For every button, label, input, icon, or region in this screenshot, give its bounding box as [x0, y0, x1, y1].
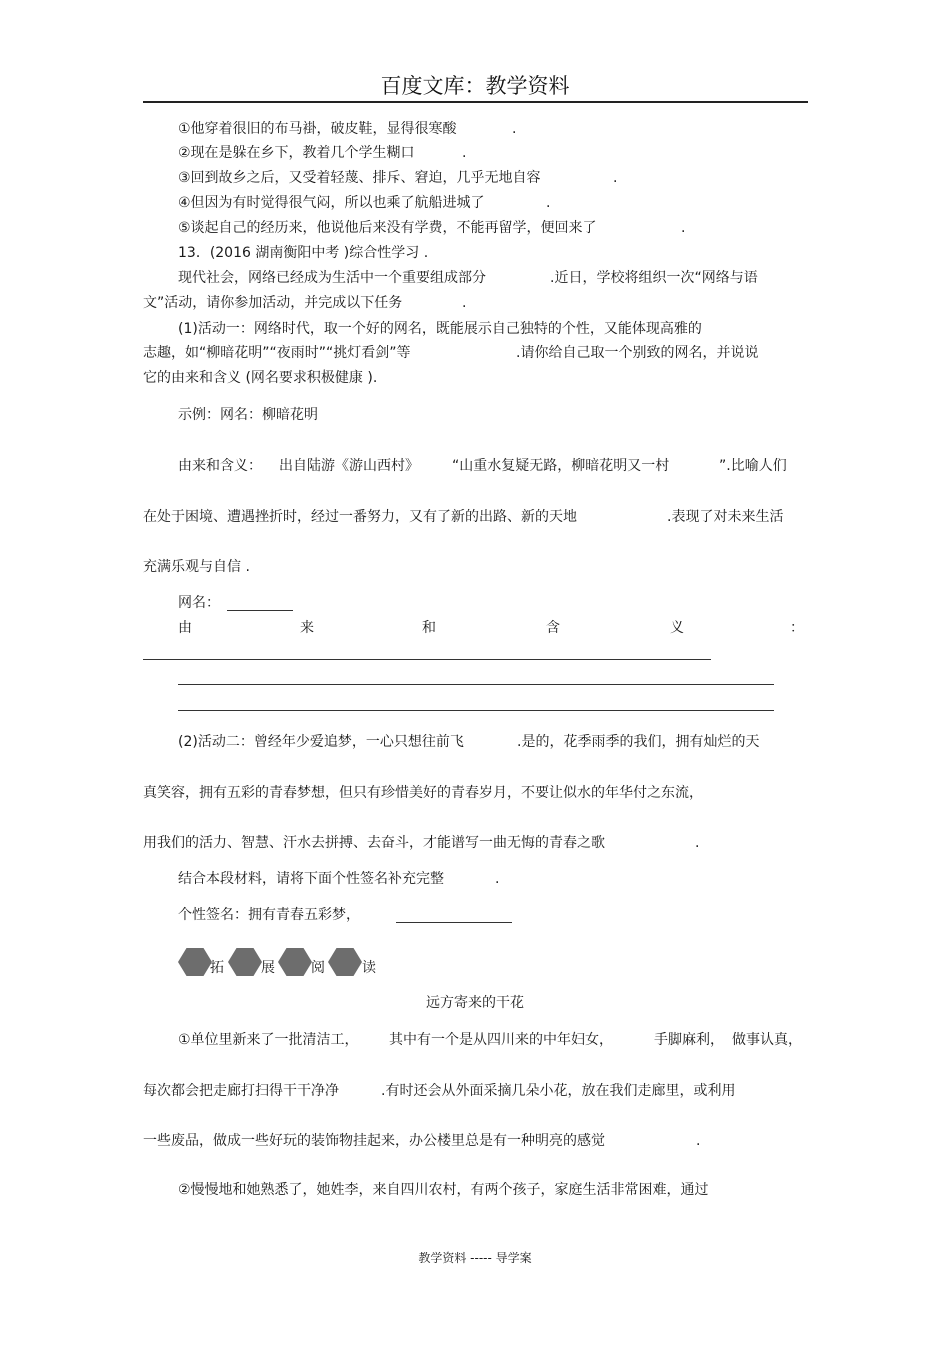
- hexagon-icon: [228, 948, 262, 976]
- signature-line: 个性签名：拥有青春五彩梦，: [178, 907, 360, 923]
- activity1-line-end: .请你给自己取一个别致的网名，并说说: [516, 345, 759, 361]
- hexagon-icon: [328, 948, 362, 976]
- item-period: .: [462, 145, 467, 161]
- section-char: 阅: [311, 960, 325, 976]
- origin-label-char: 和: [422, 620, 436, 636]
- intro-line: 文”活动，请你参加活动，并完成以下任务: [143, 295, 403, 311]
- answer-blank-line[interactable]: [178, 684, 774, 685]
- origin-label-char: 含: [546, 620, 560, 636]
- example-origin: 出自陆游《游山西村》: [279, 458, 419, 474]
- answer-blank-line[interactable]: [178, 710, 774, 711]
- paragraph-segment: 手脚麻利，: [654, 1032, 724, 1048]
- origin-label-char: 义: [670, 620, 684, 636]
- item-period: .: [681, 220, 686, 236]
- example-origin: “山重水复疑无路，柳暗花明又一村: [452, 458, 670, 474]
- netname-blank[interactable]: [227, 610, 293, 611]
- origin-label-char: 由: [178, 620, 192, 636]
- example-line: 在处于困境、遭遇挫折时，经过一番努力，又有了新的出路、新的天地: [143, 509, 577, 525]
- paragraph-line: 一些废品，做成一些好玩的装饰物挂起来，办公楼里总是有一种明亮的感觉: [143, 1133, 605, 1149]
- section-char: 展: [261, 960, 275, 976]
- list-item: ②现在是躲在乡下，教着几个学生糊口: [178, 145, 415, 161]
- activity1-line: (1)活动一：网络时代，取一个好的网名，既能展示自己独特的个性，又能体现高雅的: [178, 321, 702, 337]
- netname-label: 网名：: [178, 595, 220, 611]
- header-rule: [143, 101, 808, 103]
- paragraph-line-end: .有时还会从外面采摘几朵小花，放在我们走廊里，或利用: [381, 1083, 736, 1099]
- hexagon-icon: [278, 948, 312, 976]
- activity1-line: 它的由来和含义 (网名要求积极健康 ).: [143, 370, 378, 386]
- paragraph-line: 每次都会把走廊打扫得干干净净: [143, 1083, 339, 1099]
- section-char: 拓: [210, 960, 224, 976]
- activity2-line-end: .: [695, 835, 700, 851]
- question-heading: 13．(2016 湖南衡阳中考 )综合性学习 .: [178, 245, 429, 261]
- paragraph-segment: ①单位里新来了一批清洁工，: [178, 1032, 359, 1048]
- answer-blank-line[interactable]: [143, 659, 711, 660]
- list-item: ⑤谈起自己的经历来，他说他后来没有学费，不能再留学，便回来了: [178, 220, 597, 236]
- activity2-line: (2)活动二：曾经年少爱追梦，一心只想往前飞: [178, 734, 464, 750]
- activity1-line: 志趣，如“柳暗花明”“夜雨时”“挑灯看剑”等: [143, 345, 411, 361]
- item-period: .: [613, 170, 618, 186]
- item-period: .: [546, 195, 551, 211]
- signature-blank[interactable]: [396, 922, 512, 923]
- example-name: 示例：网名：柳暗花明: [178, 407, 318, 423]
- activity2-task-end: .: [495, 871, 500, 887]
- activity2-line: 用我们的活力、智慧、汗水去拼搏、去奋斗，才能谱写一曲无悔的青春之歌: [143, 835, 605, 851]
- example-line: 充满乐观与自信 .: [143, 559, 250, 575]
- list-item: ③回到故乡之后，又受着轻蔑、排斥、窘迫，几乎无地自容: [178, 170, 541, 186]
- paragraph-line-end: .: [696, 1133, 701, 1149]
- list-item: ①他穿着很旧的布马褂，破皮鞋，显得很寒酸: [178, 121, 457, 137]
- intro-line-end: .近日，学校将组织一次“网络与语: [550, 270, 758, 286]
- section-char: 读: [362, 960, 376, 976]
- list-item: ④但因为有时觉得很气闷，所以也乘了航船进城了: [178, 195, 485, 211]
- activity2-task: 结合本段材料，请将下面个性签名补充完整: [178, 871, 444, 887]
- paragraph-segment: 做事认真，: [732, 1032, 802, 1048]
- example-origin: ”.比喻人们: [719, 458, 787, 474]
- origin-label-char: 来: [300, 620, 314, 636]
- intro-line: 现代社会，网络已经成为生活中一个重要组成部分: [178, 270, 486, 286]
- page-header-title: 百度文库：教学资料: [380, 74, 570, 98]
- page-footer: 教学资料 ----- 导学案: [418, 1251, 532, 1265]
- intro-line-end: .: [462, 295, 467, 311]
- activity2-line-end: .是的，花季雨季的我们，拥有灿烂的天: [517, 734, 760, 750]
- item-period: .: [512, 121, 517, 137]
- article-title: 远方寄来的干花: [426, 995, 524, 1011]
- paragraph-line: ②慢慢地和她熟悉了，她姓李，来自四川农村，有两个孩子，家庭生活非常困难，通过: [178, 1182, 709, 1198]
- origin-label-char: ：: [790, 620, 804, 636]
- hexagon-icon: [178, 948, 212, 976]
- paragraph-segment: 其中有一个是从四川来的中年妇女，: [389, 1032, 613, 1048]
- activity2-line: 真笑容，拥有五彩的青春梦想，但只有珍惜美好的青春岁月，不要让似水的年华付之东流，: [143, 785, 703, 801]
- example-origin: 由来和含义：: [178, 458, 262, 474]
- example-line-end: .表现了对未来生活: [667, 509, 784, 525]
